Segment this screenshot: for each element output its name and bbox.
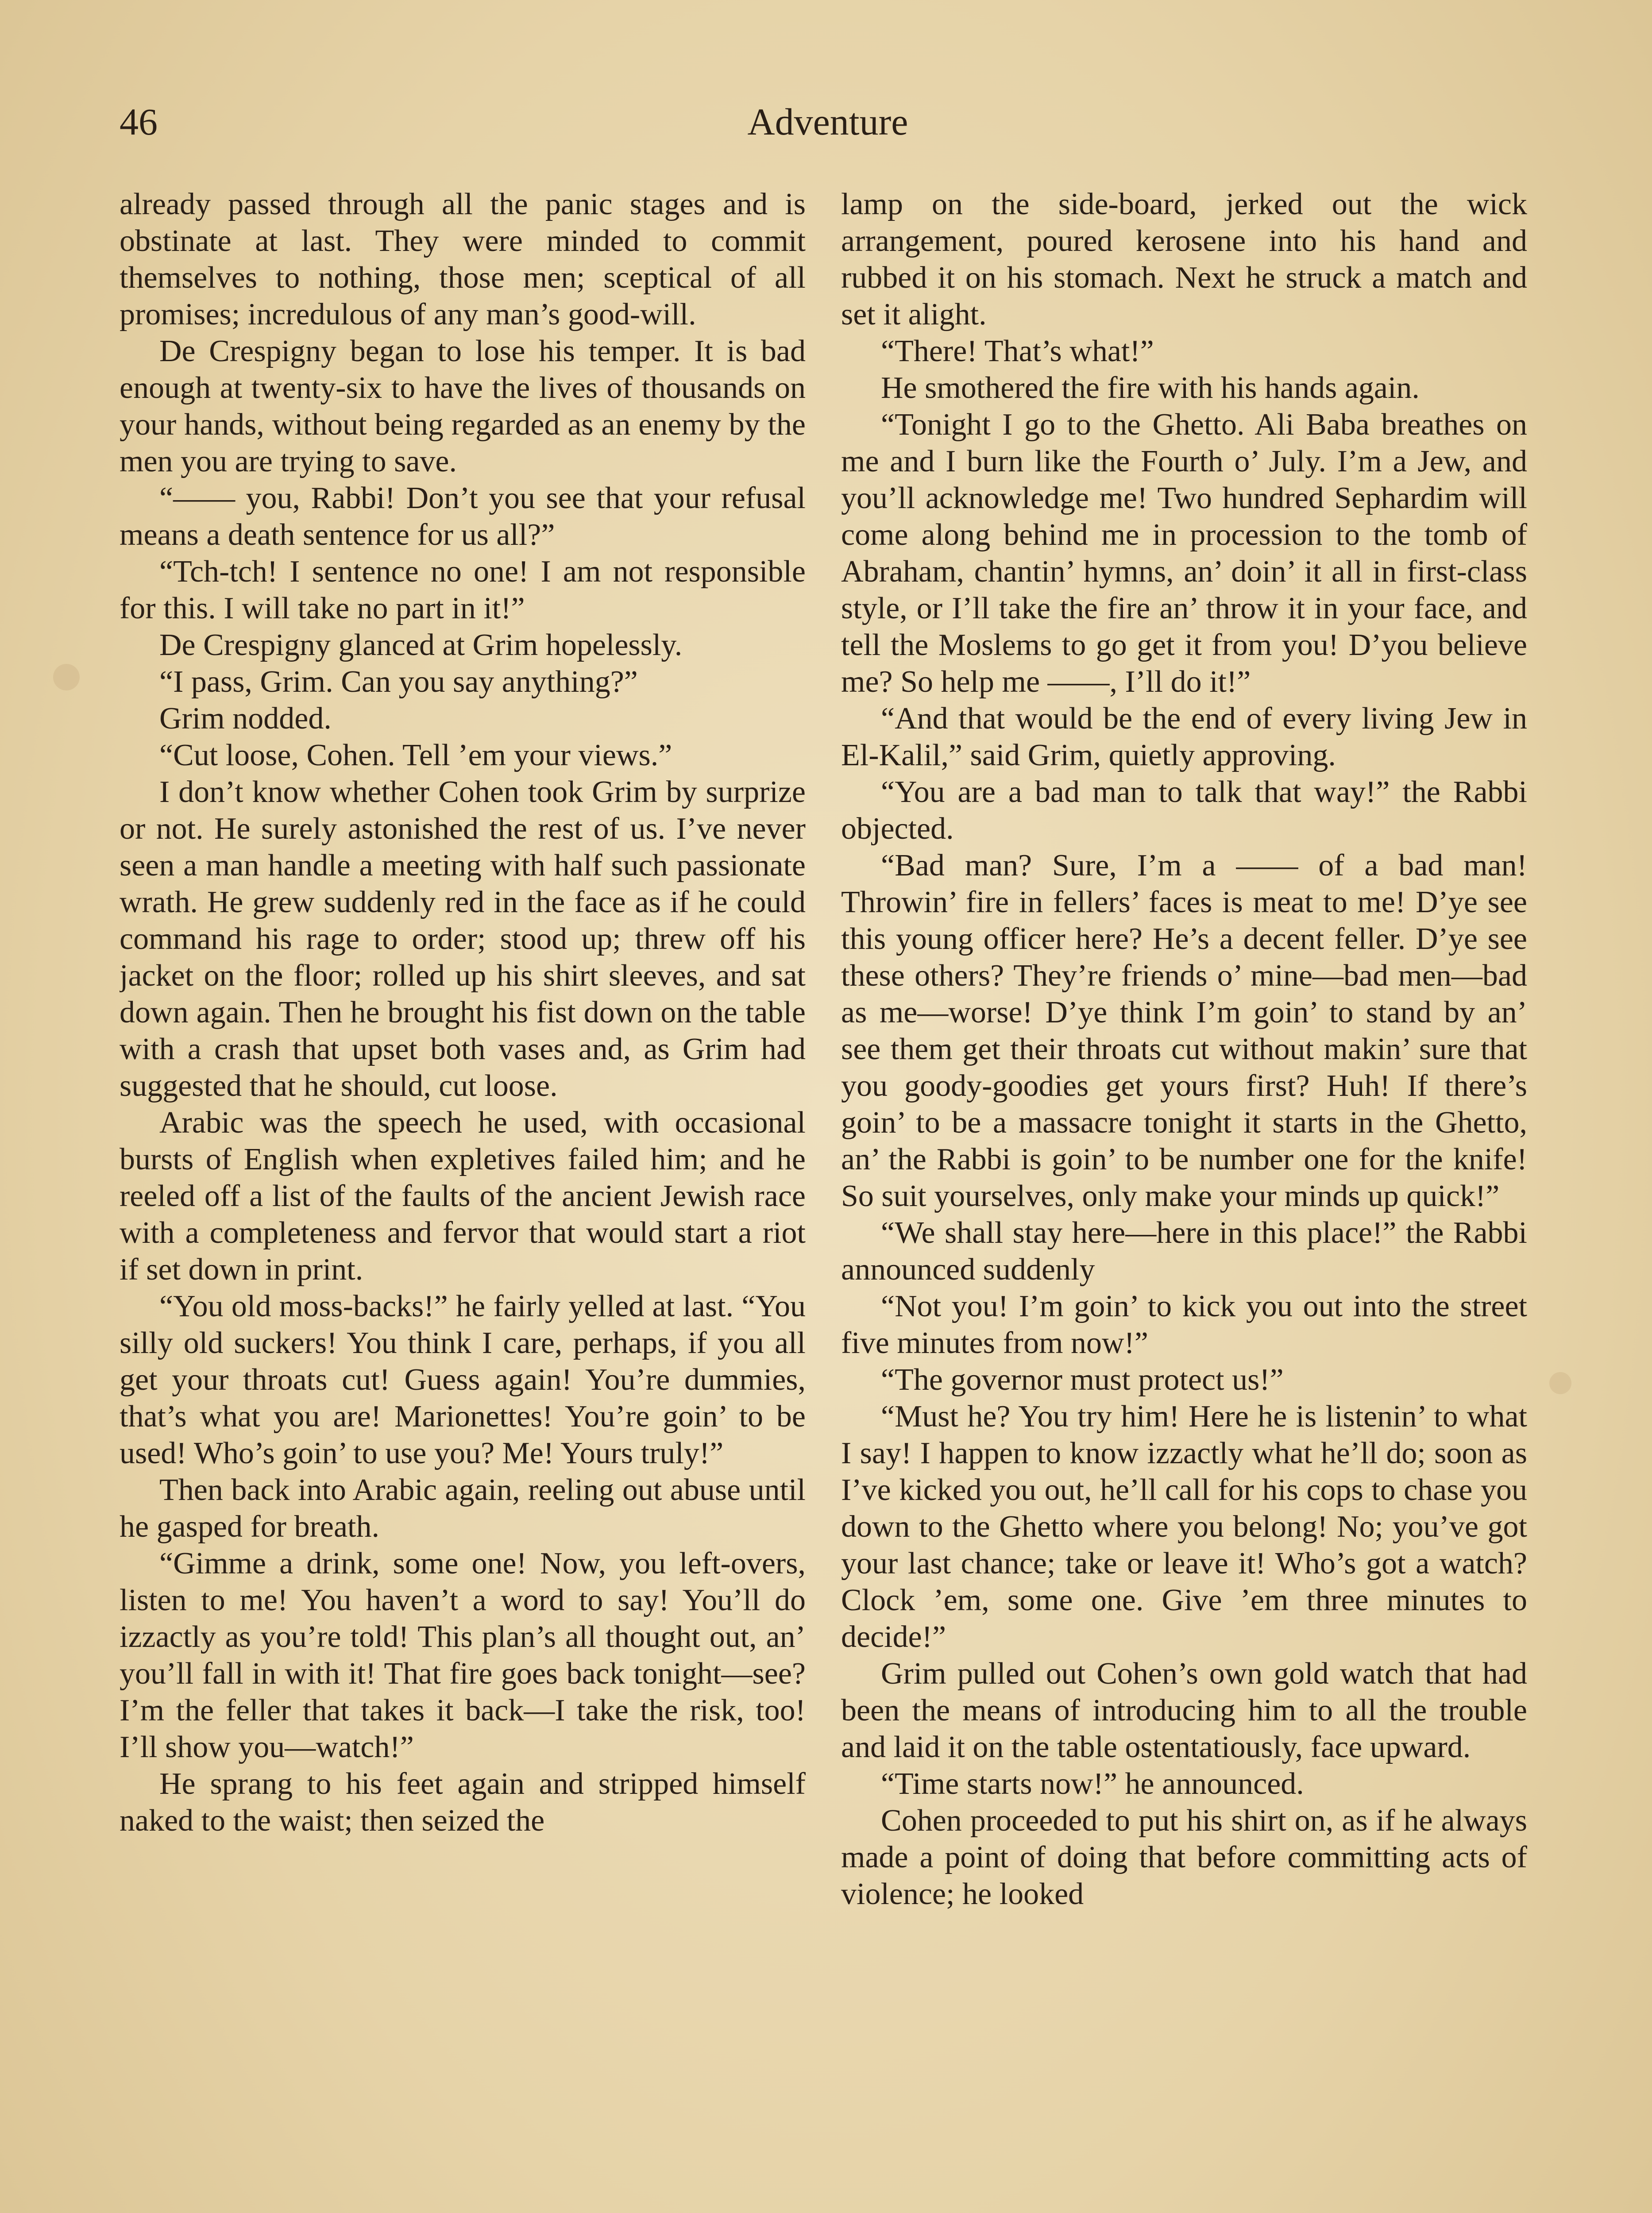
left-column [120, 186, 806, 2213]
paper-stain [1549, 1372, 1571, 1394]
paragraph: already passed through all the panic stages and is obstinate at last. They were minded to commit themselves to nothing, those men; sceptical of all promises; incredulous of any man’s good-will. [120, 187, 806, 332]
paragraph: Grim nodded. [159, 702, 332, 736]
right-column [841, 186, 1527, 2213]
paragraph: “I pass, Grim. Can you say anything?” [159, 665, 638, 699]
paragraph: “Gimme a drink, some one! Now, you left-overs, listen to me! You haven’t a word to say! You’ll do izzactly as you’re told! This plan’s all thought out, an’ you’ll fall in with it! That fire goes back tonight—see? I’m the feller that takes it back—I take the risk, too! I’ll show you—watch!” [120, 1546, 806, 1764]
paragraph: Arabic was the speech he used, with occasional bursts of English when expletives failed him; and he reeled off a list of the faults of the ancient Jewish race with a completeness and fervor that would start a riot if set down in print. [120, 1106, 806, 1287]
paragraph: “Cut loose, Cohen. Tell ’em your views.” [159, 738, 672, 772]
page-header [120, 93, 1536, 150]
paragraph: Cohen proceeded to put his shirt on, as if he always made a point of doing that before committing acts of violence; he looked [841, 1804, 1527, 1911]
paragraph: “Bad man? Sure, I’m a —— of a bad man! Throwin’ fire in fellers’ faces is meat to me! D’ye see this young officer here? He’s a decent feller. D’ye see these others? They’re friends o’ mine—bad men—bad as me—worse! D’ye think I’m goin’ to stand by an’ see them get their throats cut without makin’ sure that you goody-goodies get yours first? Huh! If there’s goin’ to be a massacre tonight it starts in the Ghetto, an’ the Rabbi is goin’ to be number one for the knife! So suit yourselves, only make your minds up quick!” [841, 848, 1527, 1213]
paragraph: I don’t know whether Cohen took Grim by surprize or not. He surely astonished the rest of us. I’ve never seen a man handle a meeting with half such passionate wrath. He grew suddenly red in the face as if he could command his rage to order; stood up; threw off his jacket on the floor; rolled up his shirt sleeves, and sat down again. Then he brought his fist down on the table with a crash that upset both vases and, as Grim had suggested that he should, cut loose. [120, 775, 806, 1103]
paragraph: He sprang to his feet again and stripped himself naked to the waist; then seized the [120, 1767, 806, 1838]
paragraph: “Not you! I’m goin’ to kick you out into the street five minutes from now!” [841, 1289, 1527, 1360]
running-title: Adventure [747, 100, 908, 143]
paragraph: “Tonight I go to the Ghetto. Ali Baba breathes on me and I burn like the Fourth o’ July. I’m a Jew, and you’ll acknowledge me! Two hundred Sephardim will come along behind me in procession to the tomb of Abraham, chantin’ hymns, an’ doin’ it all in first-class style, or I’ll take the fire an’ throw it in your face, and tell the Moslems to go get it from you! D’you believe me? So help me ——, I’ll do it!” [841, 408, 1527, 699]
paragraph: Grim pulled out Cohen’s own gold watch that had been the means of introducing him to all the trouble and laid it on the table ostentatiously, face upward. [841, 1657, 1527, 1764]
paragraph: Then back into Arabic again, reeling out abuse until he gasped for breath. [120, 1473, 806, 1544]
paragraph: “We shall stay here—here in this place!” the Rabbi announced suddenly [841, 1216, 1527, 1287]
paragraph: “Must he? You try him! Here he is listenin’ to what I say! I happen to know izzactly what he’ll do; soon as I’ve kicked you out, he’ll call for his cops to chase you down to the Ghetto where you belong! No; you’ve got your last chance; take or leave it! Who’s got a watch? Clock ’em, some one. Give ’em three minutes to decide!” [841, 1400, 1527, 1654]
paragraph: lamp on the side-board, jerked out the wick arrangement, poured kerosene into his hand and rubbed it on his stomach. Next he struck a match and set it alight. [841, 187, 1527, 332]
paragraph: “The governor must protect us!” [881, 1363, 1284, 1397]
paragraph: “And that would be the end of every living Jew in El-Kalil,” said Grim, quietly approving. [841, 702, 1527, 772]
paragraph: He smothered the fire with his hands again. [881, 371, 1420, 405]
paper-stain [53, 664, 80, 690]
paragraph: “Tch-tch! I sentence no one! I am not responsible for this. I will take no part in it!” [120, 555, 806, 625]
paragraph: “—— you, Rabbi! Don’t you see that your refusal means a death sentence for us all?” [120, 481, 806, 552]
paragraph: “You are a bad man to talk that way!” the Rabbi objected. [841, 775, 1527, 846]
paragraph: “There! That’s what!” [881, 334, 1154, 368]
paragraph: “Time starts now!” he announced. [881, 1767, 1304, 1801]
page-number: 46 [120, 100, 158, 143]
paragraph: De Crespigny began to lose his temper. It is bad enough at twenty-six to have the lives of thousands on your hands, without being regarded as an enemy by the men you are trying to save. [120, 334, 806, 478]
paragraph: “You old moss-backs!” he fairly yelled at last. “You silly old suckers! You think I care, perhaps, if you all get your throats cut! Guess again! You’re dummies, that’s what you are! Marionettes! You’re goin’ to be used! Who’s goin’ to use you? Me! Yours truly!” [120, 1289, 806, 1470]
paragraph: De Crespigny glanced at Grim hopelessly. [159, 628, 683, 662]
